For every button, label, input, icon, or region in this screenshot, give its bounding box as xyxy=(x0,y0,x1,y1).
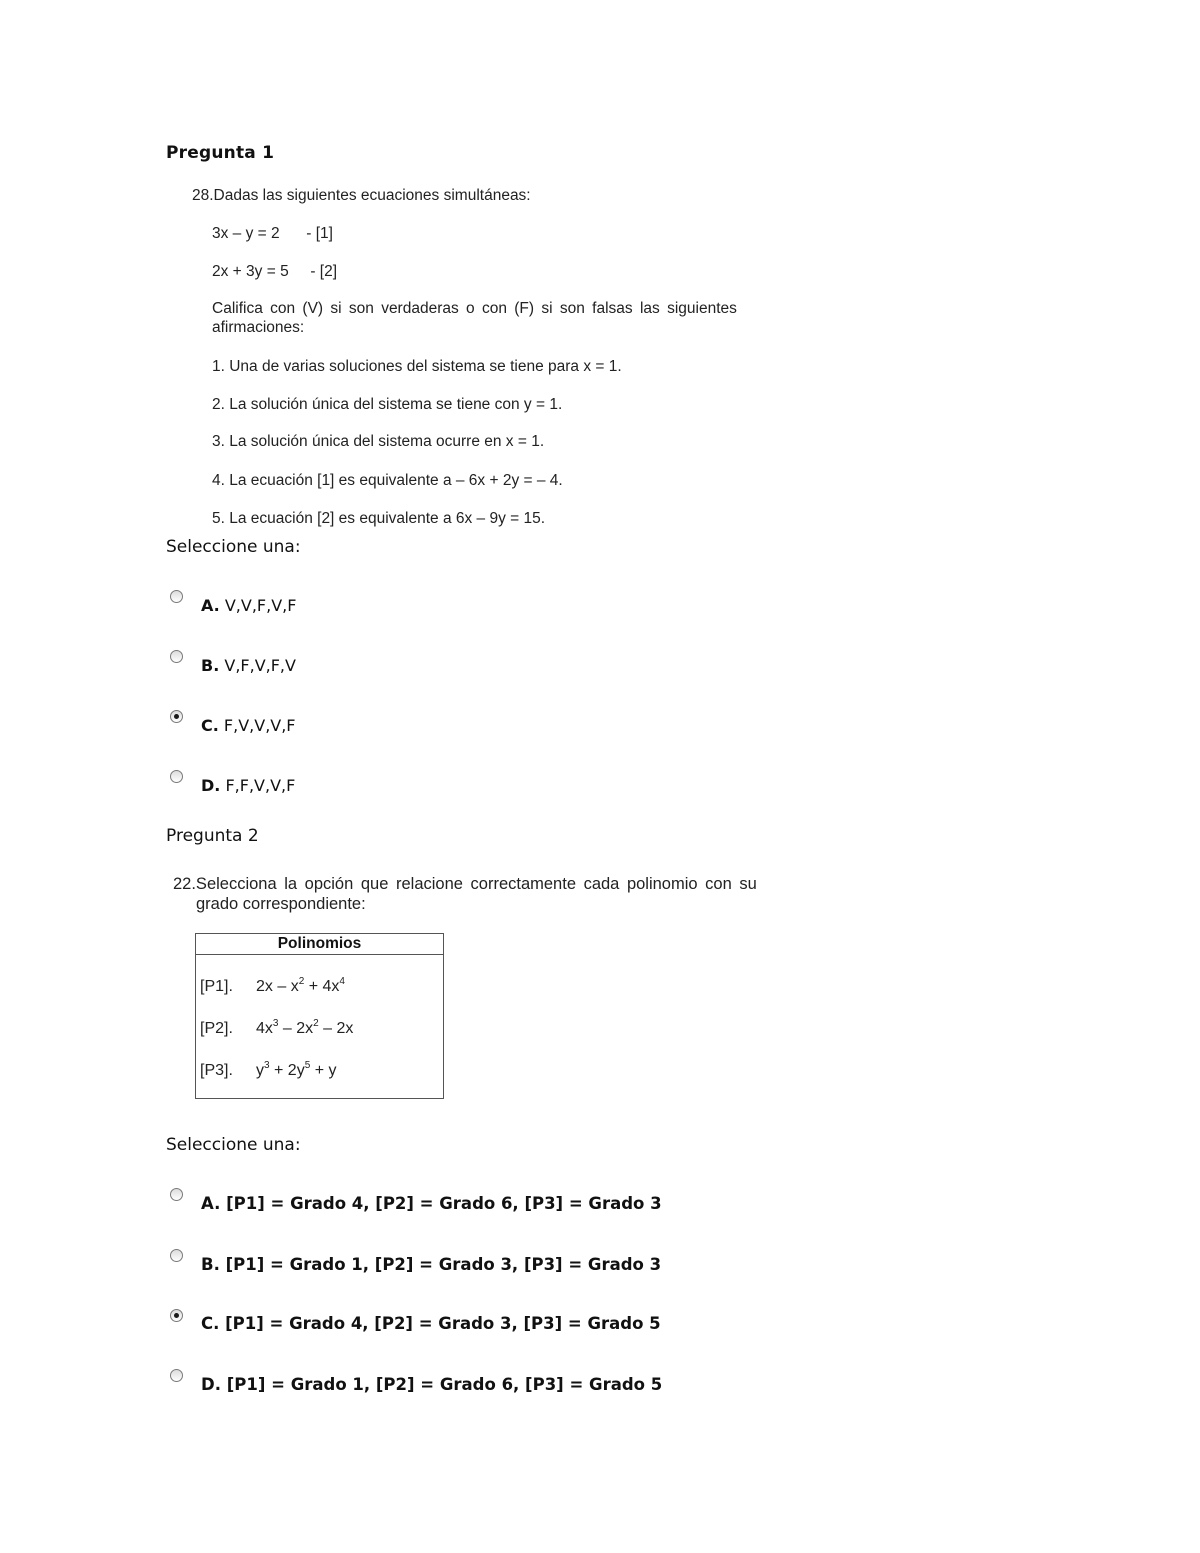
radio-button-selected[interactable] xyxy=(170,710,183,723)
equation-2-text: 2x + 3y = 5 xyxy=(212,263,289,280)
option-letter: D. xyxy=(201,776,221,795)
option-a-label xyxy=(201,1194,662,1213)
option-text: V,F,V,F,V xyxy=(224,656,296,675)
option-text: [P1] = Grado 4, [P2] = Grado 3, [P3] = Grado 5 xyxy=(225,1314,661,1333)
option-letter: C. xyxy=(201,1314,220,1333)
question-2-title: Pregunta 2 xyxy=(166,826,259,846)
equation-1-text: 3x – y = 2 xyxy=(212,225,280,242)
exponent: 5 xyxy=(304,1060,311,1071)
polynomials-table xyxy=(195,933,444,1099)
polynomials-table-header: Polinomios xyxy=(196,934,443,955)
question-1-statement: 28.Dadas las siguientes ecuaciones simultáneas: xyxy=(192,187,531,204)
equation-1-tag: - [1] xyxy=(306,225,333,242)
term: 2x – x xyxy=(256,978,299,995)
exponent: 2 xyxy=(313,1018,319,1029)
polynomial-row-p3 xyxy=(200,1060,337,1080)
exponent: 3 xyxy=(272,1018,279,1029)
option-text: F,F,V,V,F xyxy=(225,776,296,795)
radio-button[interactable] xyxy=(170,590,183,603)
radio-button-selected[interactable] xyxy=(170,1309,183,1322)
question-2-statement-line-2: grado correspondiente: xyxy=(196,895,366,913)
exponent: 3 xyxy=(264,1060,270,1071)
term: 4x xyxy=(256,1020,273,1037)
option-letter: B. xyxy=(201,656,220,675)
option-c-label xyxy=(201,716,296,735)
affirmation-2: 2. La solución única del sistema se tiene con y = 1. xyxy=(212,396,563,413)
term: – 2x xyxy=(278,1020,314,1037)
equation-2-tag: - [2] xyxy=(310,263,338,280)
radio-button[interactable] xyxy=(170,1369,183,1382)
affirmation-3: 3. La solución única del sistema ocurre en x = 1. xyxy=(212,433,545,450)
term: y xyxy=(256,1062,264,1079)
option-d-label xyxy=(201,1375,662,1394)
term: + 2y xyxy=(269,1062,305,1079)
radio-button[interactable] xyxy=(170,1188,183,1201)
option-letter: A. xyxy=(201,596,220,615)
exponent: 2 xyxy=(298,976,305,987)
question-2-select-label: Seleccione una: xyxy=(166,1135,301,1155)
option-b-label xyxy=(201,1255,661,1274)
option-letter: A. xyxy=(201,1194,221,1213)
radio-button[interactable] xyxy=(170,650,183,663)
polynomial-row-p2 xyxy=(200,1018,353,1038)
polynomial-row-p1 xyxy=(200,976,345,996)
polynomial-label: [P2]. xyxy=(200,1020,233,1037)
term: + 4x xyxy=(304,978,340,995)
option-letter: D. xyxy=(201,1375,221,1394)
polynomial-label: [P1]. xyxy=(200,978,233,995)
option-text: V,V,F,V,F xyxy=(224,596,297,615)
affirmation-1: 1. Una de varias soluciones del sistema se tiene para x = 1. xyxy=(212,358,622,375)
instruction-line-1: Califica con (V) si son verdaderas o con (F) si son falsas las siguientes xyxy=(212,300,737,317)
option-b-label xyxy=(201,656,296,675)
question-1-title: Pregunta 1 xyxy=(166,143,275,163)
option-c-label xyxy=(201,1314,661,1333)
option-d-label xyxy=(201,776,295,795)
polynomial-label: [P3]. xyxy=(200,1062,233,1079)
radio-button[interactable] xyxy=(170,1249,183,1262)
option-a-label xyxy=(201,596,296,615)
term: – 2x xyxy=(318,1020,354,1037)
term: + y xyxy=(310,1062,337,1079)
radio-button[interactable] xyxy=(170,770,183,783)
equation-1 xyxy=(212,225,333,243)
option-text: F,V,V,V,F xyxy=(223,716,296,735)
affirmation-4: 4. La ecuación [1] es equivalente a – 6x + 2y = – 4. xyxy=(212,472,563,489)
option-text: [P1] = Grado 1, [P2] = Grado 6, [P3] = Grado 5 xyxy=(226,1375,663,1394)
exponent: 4 xyxy=(339,976,345,987)
option-text: [P1] = Grado 4, [P2] = Grado 6, [P3] = Grado 3 xyxy=(226,1194,662,1213)
option-text: [P1] = Grado 1, [P2] = Grado 3, [P3] = Grado 3 xyxy=(225,1255,662,1274)
question-2-statement-line-1: 22.Selecciona la opción que relacione correctamente cada polinomio con su xyxy=(173,875,757,893)
equation-2 xyxy=(212,263,337,281)
option-letter: B. xyxy=(201,1255,220,1274)
question-1-select-label: Seleccione una: xyxy=(166,537,301,557)
instruction-line-2: afirmaciones: xyxy=(212,319,305,336)
affirmation-5: 5. La ecuación [2] es equivalente a 6x – 9y = 15. xyxy=(212,510,546,527)
option-letter: C. xyxy=(201,716,219,735)
